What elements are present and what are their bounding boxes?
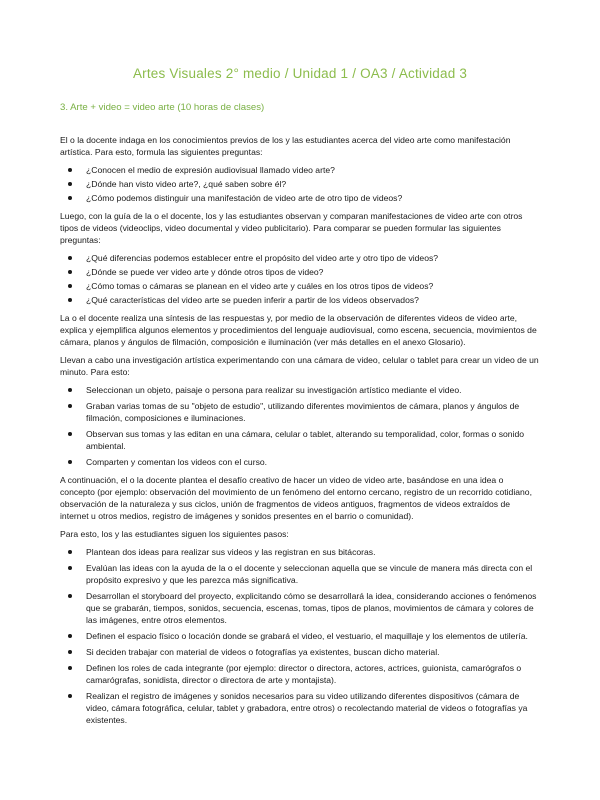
list-item: Graban varias tomas de su "objeto de estudio", utilizando diferentes movimientos de cámara, planos y ángulos de filmación, composiciones e iluminaciones. — [60, 400, 540, 424]
intro-question-list — [60, 164, 540, 204]
list-item: ¿Conocen el medio de expresión audiovisual llamado video arte? — [60, 164, 540, 176]
list-item: ¿Qué características del video arte se pueden inferir a partir de los videos observados? — [60, 294, 540, 306]
list-item: ¿Cómo tomas o cámaras se planean en el video arte y cuáles en los otros tipos de videos? — [60, 280, 540, 292]
paragraph: Luego, con la guía de la o el docente, los y las estudiantes observan y comparan manifestaciones de video arte con otros tipos de videos (videoclips, video documental y video publicitario). Para comparar se pueden formular las siguientes preguntas: — [60, 211, 523, 245]
list-item: Definen los roles de cada integrante (por ejemplo: director o directora, actores, actrices, guionista, camarógrafos o camarógrafas, sonidista, director o directora de arte y montajista). — [60, 662, 540, 686]
list-item: Observan sus tomas y las editan en una cámara, celular o tablet, alterando su temporalidad, color, formas o sonido ambiental. — [60, 428, 540, 452]
project-step-list — [60, 546, 540, 726]
paragraph: A continuación, el o la docente plantea el desafío creativo de hacer un video de video arte, basándose en una idea o concepto (por ejemplo: observación del movimiento de un fenómeno del entorno cercano, registro de un recorrido cotidiano, observación de la naturaleza y sus ciclos, unión de fragmentos de videos antiguos, fragmentos de videos extraídos de internet u otros medios, registro de imágenes y sonidos presentes en el barrio o comunidad). — [60, 475, 532, 521]
list-item: Evalúan las ideas con la ayuda de la o el docente y seleccionan aquella que se vincule de manera más directa con el propósito expresivo y que les parezca más significativa. — [60, 562, 540, 586]
list-item: ¿Cómo podemos distinguir una manifestación de video arte de otro tipo de videos? — [60, 192, 540, 204]
list-item: Realizan el registro de imágenes y sonidos necesarios para su video utilizando diferentes dispositivos (cámara de video, cámara fotográfica, celular, tablet y grabadora, entre otros) o recolectando material de videos o fotografías ya existentes. — [60, 690, 540, 726]
list-item: Plantean dos ideas para realizar sus videos y las registran en sus bitácoras. — [60, 546, 540, 558]
paragraph: Llevan a cabo una investigación artística experimentando con una cámara de video, celular o tablet para crear un video de un minuto. Para esto: — [60, 355, 539, 377]
list-item: ¿Dónde se puede ver video arte y dónde otros tipos de video? — [60, 266, 540, 278]
document-body — [60, 134, 540, 732]
paragraph: La o el docente realiza una síntesis de las respuestas y, por medio de la observación de diferentes videos de video arte, explica y ejemplifica algunos elementos y procedimientos del lenguaje audiovisual, como escena, secuencia, movimientos de cámara, planos y ángulos de filmación, composición e iluminación (ver más detalles en el anexo Glosario). — [60, 313, 537, 347]
page-title: Artes Visuales 2° medio / Unidad 1 / OA3 / Actividad 3 — [132, 66, 468, 81]
list-item: Seleccionan un objeto, paisaje o persona para realizar su investigación artístico mediante el video. — [60, 384, 540, 396]
paragraph: Para esto, los y las estudiantes siguen los siguientes pasos: — [60, 529, 289, 539]
paragraph: El o la docente indaga en los conocimientos previos de los y las estudiantes acerca del video arte como manifestación artística. Para esto, formula las siguientes preguntas: — [60, 135, 511, 157]
list-item: Si deciden trabajar con material de videos o fotografías ya existentes, buscan dicho material. — [60, 646, 540, 658]
list-item: Definen el espacio físico o locación donde se grabará el video, el vestuario, el maquillaje y los elementos de utilería. — [60, 630, 540, 642]
investigation-step-list — [60, 384, 540, 468]
compare-question-list — [60, 252, 540, 306]
list-item: Desarrollan el storyboard del proyecto, explicitando cómo se desarrollará la idea, considerando acciones o fenómenos que se grabarán, tiempos, sonidos, secuencia, escenas, tomas, tipos de planos, movimientos de cámara y colores de las imágenes, entre otros elementos. — [60, 590, 540, 626]
list-item: ¿Qué diferencias podemos establecer entre el propósito del video arte y otro tipo de videos? — [60, 252, 540, 264]
list-item: Comparten y comentan los videos con el curso. — [60, 456, 540, 468]
list-item: ¿Dónde han visto video arte?, ¿qué saben sobre él? — [60, 178, 540, 190]
section-heading: 3. Arte + video = video arte (10 horas de clases) — [60, 102, 265, 113]
